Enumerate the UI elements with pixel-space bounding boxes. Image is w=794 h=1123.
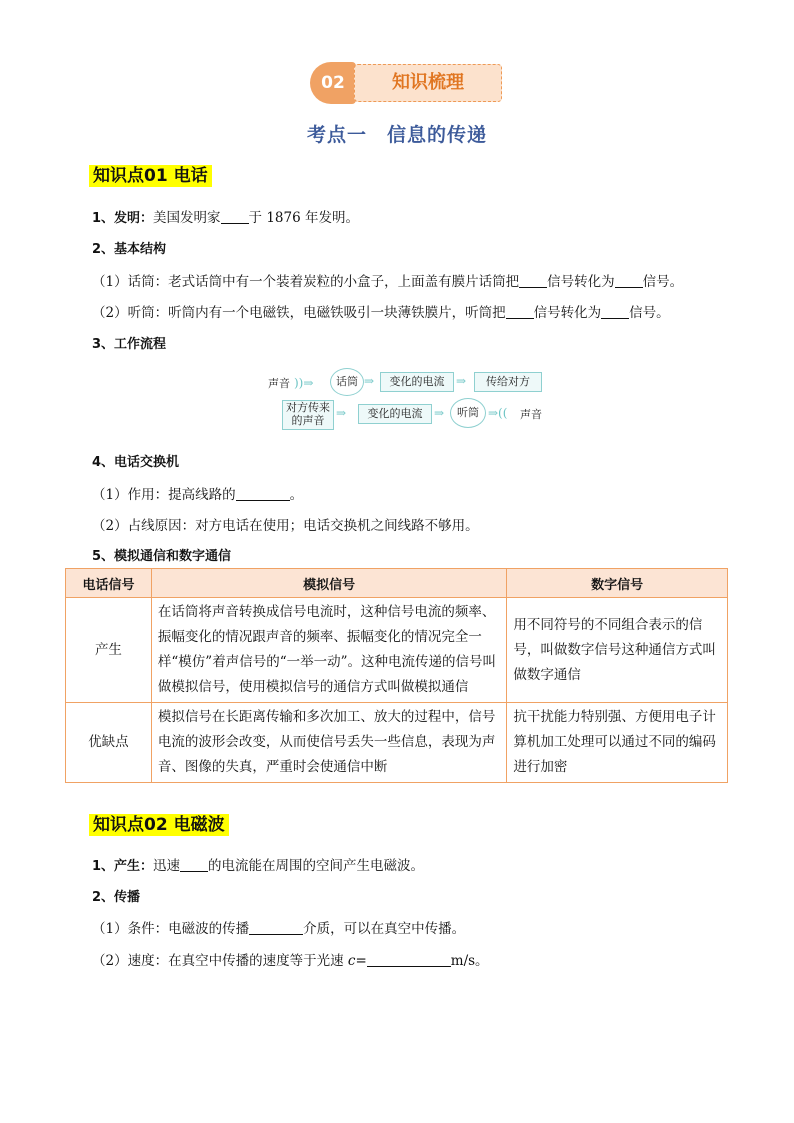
flow-current-2: 变化的电流 bbox=[358, 404, 432, 424]
blank-mic-2 bbox=[615, 273, 643, 288]
cell-digital-pros-cons: 抗干扰能力特别强、方便用电子计算机加工处理可以通过不同的编码进行加密 bbox=[507, 703, 728, 783]
condition-post: 介质，可以在真空中传播。 bbox=[303, 921, 466, 937]
blank-ear-1 bbox=[506, 304, 534, 319]
earpiece-post: 信号。 bbox=[629, 305, 670, 321]
table-header-row bbox=[66, 569, 728, 598]
table-row bbox=[66, 703, 728, 783]
page-title: 考点一 信息的传递 bbox=[306, 124, 487, 146]
sound-wave-icon: ))⇒ bbox=[294, 376, 314, 390]
section-label: 知识梳理 bbox=[354, 64, 502, 102]
flow-arrow-3: ⇒ bbox=[336, 406, 347, 420]
invention-post: 于 1876 年发明。 bbox=[248, 210, 359, 226]
earpiece-line bbox=[92, 301, 670, 321]
blank-em-current bbox=[180, 857, 208, 872]
kp2-heading-wrap bbox=[89, 813, 229, 837]
kp1-invention bbox=[92, 206, 359, 226]
em-generation bbox=[92, 854, 424, 874]
kp1-heading: 知识点01 电话 bbox=[89, 165, 212, 187]
remote-sound-line-2: 的声音 bbox=[291, 414, 325, 427]
blank-inventor bbox=[221, 209, 249, 224]
mic-post: 信号。 bbox=[642, 274, 684, 290]
mic-mid: 信号转化为 bbox=[547, 274, 615, 290]
blank-speed bbox=[367, 952, 451, 967]
header-digital: 数字信号 bbox=[507, 569, 728, 598]
workflow-heading: 3、工作流程 bbox=[92, 337, 167, 352]
section-number: 02 bbox=[310, 62, 356, 104]
flow-sound-out: 声音 bbox=[520, 408, 542, 421]
speed-pre: （2）速度：在真空中传播的速度等于光速 bbox=[92, 953, 348, 969]
busy-reason: （2）占线原因：对方电话在使用；电话交换机之间线路不够用。 bbox=[92, 518, 479, 534]
mic-line bbox=[92, 270, 683, 290]
cell-digital-generation: 用不同符号的不同组合表示的信号，叫做数字信号这种通信方式叫做数字通信 bbox=[507, 598, 728, 703]
cell-analog-generation: 在话筒将声音转换成信号电流时，这种信号电流的频率、振幅变化的情况跟声音的频率、振幅变化的情况完全一样“模仿”着声信号的“一举一动”。这种电流传递的信号叫做模拟信号，使用模拟信号的通信方式叫做模拟通信 bbox=[151, 598, 506, 703]
comparison-table bbox=[65, 568, 728, 783]
speed-var: c bbox=[347, 953, 356, 969]
section-badge bbox=[310, 62, 502, 104]
header-phone-signal: 电话信号 bbox=[66, 569, 152, 598]
table-row bbox=[66, 598, 728, 703]
propagation-condition bbox=[92, 917, 465, 937]
flow-send: 传给对方 bbox=[474, 372, 542, 392]
switchboard-function bbox=[92, 483, 303, 503]
row-label-generation: 产生 bbox=[66, 598, 152, 703]
function-pre: （1）作用：提高线路的 bbox=[92, 487, 236, 503]
em-generation-mid: 迅速 bbox=[153, 858, 181, 874]
kp2-heading: 知识点02 电磁波 bbox=[89, 814, 229, 836]
blank-function bbox=[236, 486, 290, 501]
remote-sound-line-1: 对方传来 bbox=[286, 401, 330, 414]
blank-mic-1 bbox=[519, 273, 547, 288]
invention-pre: 美国发明家 bbox=[153, 210, 221, 226]
flow-current-1: 变化的电流 bbox=[380, 372, 454, 392]
flow-mic: 话筒 bbox=[330, 368, 364, 396]
flow-arrow-2: ⇒ bbox=[456, 374, 467, 388]
blank-ear-2 bbox=[601, 304, 629, 319]
propagation-speed bbox=[92, 949, 489, 969]
flow-arrow-4: ⇒ bbox=[434, 406, 445, 420]
speed-unit: m/s。 bbox=[450, 953, 489, 969]
flow-sound-in: 声音 bbox=[268, 377, 290, 390]
flow-remote-sound bbox=[282, 400, 334, 430]
flow-arrow-1: ⇒ bbox=[364, 374, 375, 388]
propagation-heading: 2、传播 bbox=[92, 890, 141, 905]
switchboard-heading: 4、电话交换机 bbox=[92, 455, 180, 470]
structure-heading: 2、基本结构 bbox=[92, 242, 167, 257]
earpiece-mid: 信号转化为 bbox=[533, 305, 602, 321]
cell-analog-pros-cons: 模拟信号在长距离传输和多次加工、放大的过程中，信号电流的波形会改变，从而使信号丢失一些信息，表现为声音、图像的失真，严重时会使通信中断 bbox=[151, 703, 506, 783]
comm-heading: 5、模拟通信和数字通信 bbox=[92, 549, 232, 564]
condition-pre: （1）条件：电磁波的传播 bbox=[92, 921, 250, 937]
em-generation-post: 的电流能在周围的空间产生电磁波。 bbox=[208, 858, 425, 874]
workflow-diagram bbox=[268, 364, 550, 432]
mic-pre: （1）话筒：老式话筒中有一个装着炭粒的小盒子，上面盖有膜片话筒把 bbox=[92, 274, 520, 290]
speed-eq: = bbox=[355, 953, 367, 969]
flow-arrow-5: ⇒(( bbox=[488, 406, 508, 420]
blank-medium bbox=[249, 920, 303, 935]
kp1-heading-wrap bbox=[89, 164, 212, 188]
em-generation-label: 1、产生： bbox=[92, 859, 154, 874]
flow-earpiece: 听筒 bbox=[450, 398, 486, 428]
row-label-pros-cons: 优缺点 bbox=[66, 703, 152, 783]
header-analog: 模拟信号 bbox=[151, 569, 506, 598]
function-post: 。 bbox=[289, 487, 304, 503]
invention-label: 1、发明： bbox=[92, 211, 154, 226]
earpiece-pre: （2）听筒：听筒内有一个电磁铁，电磁铁吸引一块薄铁膜片，听筒把 bbox=[92, 305, 506, 321]
